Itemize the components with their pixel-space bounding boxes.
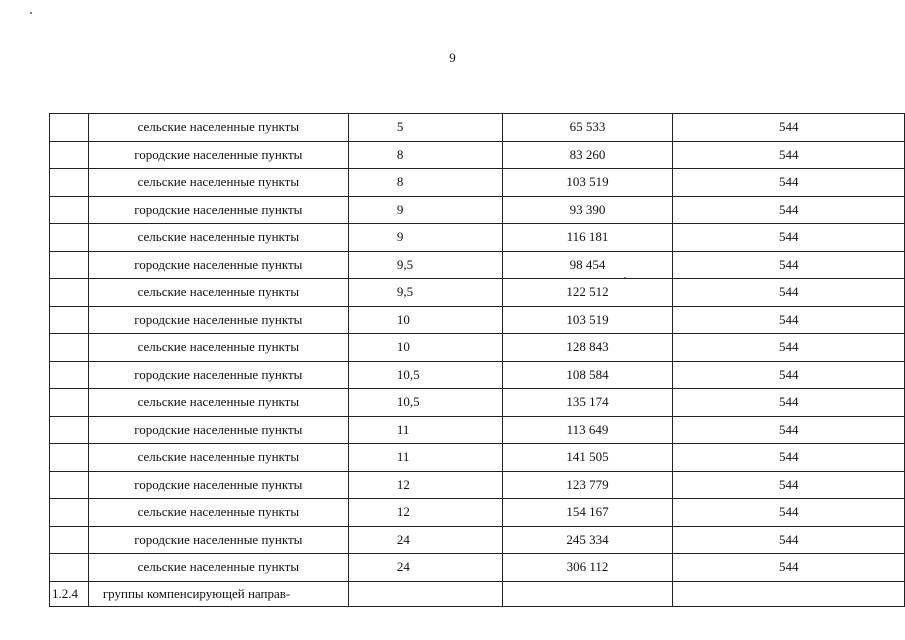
settlement-type-cell: сельские населенные пункты (88, 334, 348, 362)
settlement-type-cell: городские населенные пункты (88, 416, 348, 444)
table-body (50, 114, 905, 607)
page-number: 9 (449, 50, 456, 65)
code-cell: 544 (673, 361, 905, 389)
data-table (49, 113, 905, 607)
scan-speck (30, 12, 32, 14)
amount-cell: 123 779 (502, 471, 673, 499)
amount-cell: 93 390 (502, 196, 673, 224)
amount-cell: 135 174 (502, 389, 673, 417)
amount-cell: 103 519 (502, 169, 673, 197)
settlement-type-cell: городские населенные пункты (88, 471, 348, 499)
table-row (50, 224, 905, 252)
amount-cell: 98 454 (502, 251, 673, 279)
row-number-cell (50, 416, 89, 444)
row-name-cell: группы компенсирующей направ- (88, 581, 348, 606)
table-row (50, 361, 905, 389)
amount-cell: 154 167 (502, 499, 673, 527)
amount-cell: 306 112 (502, 554, 673, 582)
value-cell: 5 (348, 114, 502, 142)
code-cell: 544 (673, 306, 905, 334)
settlement-type-cell: городские населенные пункты (88, 251, 348, 279)
table-row (50, 444, 905, 472)
row-number-cell (50, 361, 89, 389)
code-cell: 544 (673, 141, 905, 169)
table-row (50, 306, 905, 334)
code-cell: 544 (673, 196, 905, 224)
code-cell: 544 (673, 416, 905, 444)
code-cell: 544 (673, 444, 905, 472)
code-cell: 544 (673, 114, 905, 142)
settlement-type-cell: сельские населенные пункты (88, 114, 348, 142)
settlement-type-cell: сельские населенные пункты (88, 169, 348, 197)
code-cell: 544 (673, 499, 905, 527)
table-row (50, 499, 905, 527)
row-number-cell (50, 389, 89, 417)
row-number-cell (50, 554, 89, 582)
table-row (50, 114, 905, 142)
table-row (50, 416, 905, 444)
code-cell: 544 (673, 169, 905, 197)
value-cell: 11 (348, 416, 502, 444)
table-row (50, 141, 905, 169)
value-cell (348, 581, 502, 606)
row-number-cell (50, 114, 89, 142)
value-cell: 10,5 (348, 389, 502, 417)
settlement-type-cell: городские населенные пункты (88, 196, 348, 224)
amount-cell: 108 584 (502, 361, 673, 389)
amount-cell: 113 649 (502, 416, 673, 444)
row-number-cell (50, 444, 89, 472)
amount-cell (502, 581, 673, 606)
table-row (50, 554, 905, 582)
value-cell: 24 (348, 526, 502, 554)
value-cell: 9 (348, 224, 502, 252)
code-cell (673, 581, 905, 606)
table-row (50, 196, 905, 224)
settlement-type-cell: городские населенные пункты (88, 526, 348, 554)
row-number-cell (50, 224, 89, 252)
table-row (50, 471, 905, 499)
table-row (50, 334, 905, 362)
amount-cell: 122 512 (502, 279, 673, 307)
value-cell: 9 (348, 196, 502, 224)
amount-cell: 83 260 (502, 141, 673, 169)
value-cell: 9,5 (348, 279, 502, 307)
value-cell: 10,5 (348, 361, 502, 389)
table-row (50, 279, 905, 307)
value-cell: 8 (348, 169, 502, 197)
table-row (50, 251, 905, 279)
settlement-type-cell: городские населенные пункты (88, 361, 348, 389)
code-cell: 544 (673, 334, 905, 362)
value-cell: 10 (348, 306, 502, 334)
settlement-type-cell: городские населенные пункты (88, 141, 348, 169)
value-cell: 9,5 (348, 251, 502, 279)
row-number-cell (50, 251, 89, 279)
row-number-cell (50, 526, 89, 554)
code-cell: 544 (673, 554, 905, 582)
row-number-cell (50, 196, 89, 224)
value-cell: 8 (348, 141, 502, 169)
value-cell: 10 (348, 334, 502, 362)
row-number-cell: 1.2.4 (50, 581, 89, 606)
value-cell: 24 (348, 554, 502, 582)
code-cell: 544 (673, 526, 905, 554)
table-row-1-2-4 (50, 581, 905, 606)
amount-cell: 141 505 (502, 444, 673, 472)
settlement-type-cell: сельские населенные пункты (88, 499, 348, 527)
row-number-cell (50, 306, 89, 334)
amount-cell: 65 533 (502, 114, 673, 142)
amount-cell: 116 181 (502, 224, 673, 252)
code-cell: 544 (673, 471, 905, 499)
table-row (50, 526, 905, 554)
row-number-cell (50, 334, 89, 362)
amount-cell: 245 334 (502, 526, 673, 554)
row-number-cell (50, 471, 89, 499)
settlement-type-cell: сельские населенные пункты (88, 224, 348, 252)
row-number-cell (50, 169, 89, 197)
settlement-type-cell: сельские населенные пункты (88, 279, 348, 307)
table-row (50, 389, 905, 417)
settlement-type-cell: сельские населенные пункты (88, 554, 348, 582)
value-cell: 12 (348, 471, 502, 499)
row-number-cell (50, 499, 89, 527)
code-cell: 544 (673, 251, 905, 279)
settlement-type-cell: сельские населенные пункты (88, 444, 348, 472)
row-number-cell (50, 279, 89, 307)
table-row (50, 169, 905, 197)
amount-cell: 103 519 (502, 306, 673, 334)
settlement-type-cell: сельские населенные пункты (88, 389, 348, 417)
settlement-type-cell: городские населенные пункты (88, 306, 348, 334)
code-cell: 544 (673, 224, 905, 252)
code-cell: 544 (673, 389, 905, 417)
amount-cell: 128 843 (502, 334, 673, 362)
value-cell: 11 (348, 444, 502, 472)
row-number-cell (50, 141, 89, 169)
code-cell: 544 (673, 279, 905, 307)
value-cell: 12 (348, 499, 502, 527)
